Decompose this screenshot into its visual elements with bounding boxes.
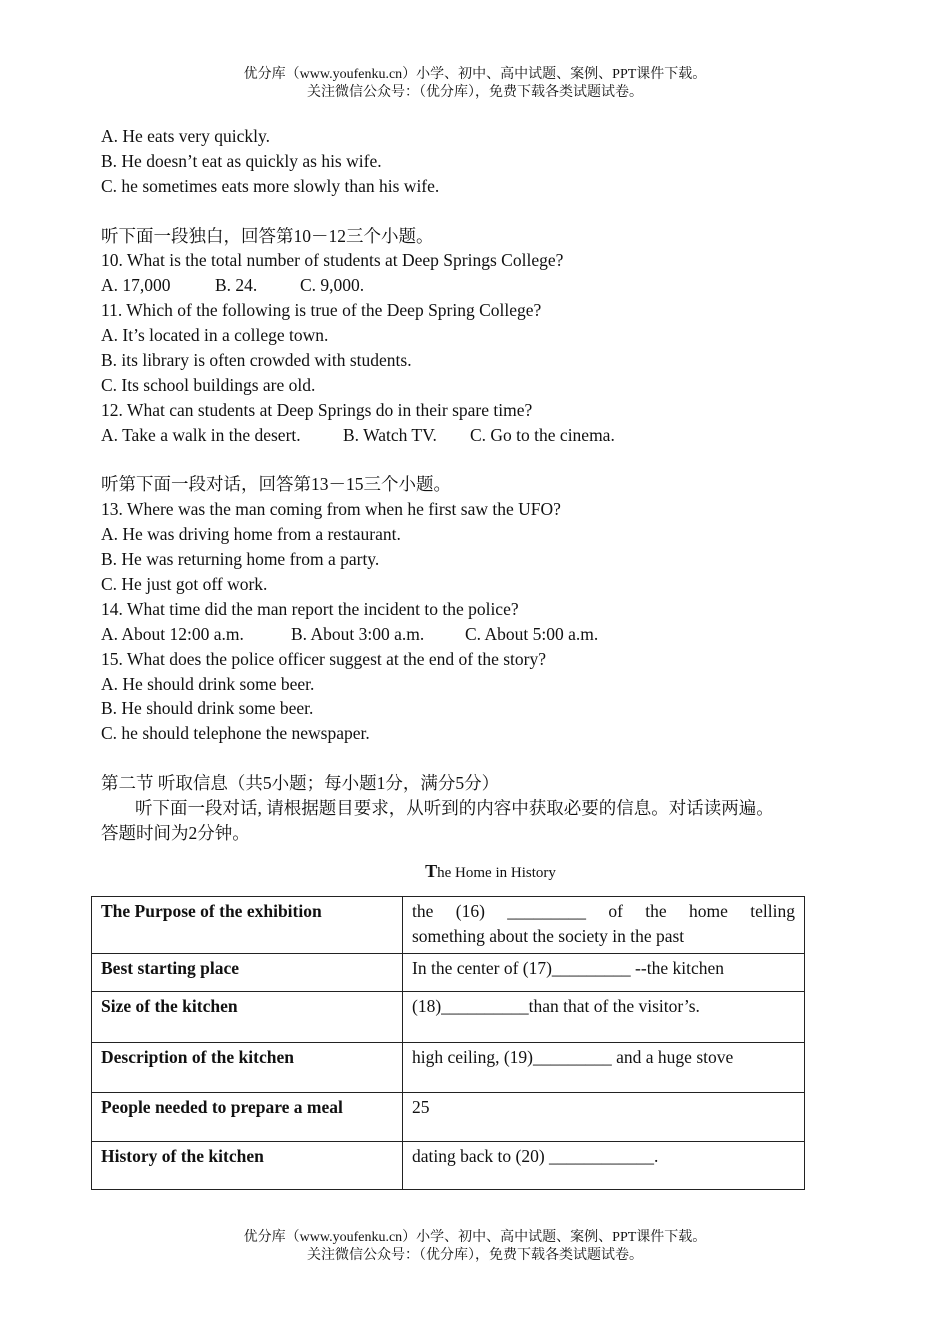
q15-option-c: C. he should telephone the newspaper. xyxy=(101,723,370,744)
row-value: 25 xyxy=(403,1093,805,1142)
table-row xyxy=(92,1142,805,1190)
q14-option-c: C. About 5:00 a.m. xyxy=(465,623,599,644)
q13-option-a: A. He was driving home from a restaurant. xyxy=(101,524,401,545)
header-line-1: 优分库（www.youfenku.cn）小学、初中、高中试题、案例、PPT课件下载。 xyxy=(243,67,707,82)
part2-heading: 第二节 听取信息（共5小题；每小题1分，满分5分） xyxy=(101,773,500,794)
row-value-line-2: something about the society in the past xyxy=(412,926,685,946)
page-footer xyxy=(0,1229,950,1265)
table-title-rest: he Home in History xyxy=(437,864,556,881)
q9-option-b: B. He doesn’t eat as quickly as his wife. xyxy=(101,150,382,171)
section-13-15-intro: 听第下面一段对话，回答第13－15三个小题。 xyxy=(101,474,451,495)
section-10-12-intro: 听下面一段独白，回答第10－12三个小题。 xyxy=(101,225,434,246)
row-key: History of the kitchen xyxy=(92,1142,403,1190)
q12-option-a: A. Take a walk in the desert. xyxy=(101,424,301,445)
question-15: 15. What does the police officer suggest at the end of the story? xyxy=(101,648,546,669)
question-12: 12. What can students at Deep Springs do in their spare time? xyxy=(101,399,533,420)
q11-option-c: C. Its school buildings are old. xyxy=(101,374,316,395)
q13-option-b: B. He was returning home from a party. xyxy=(101,549,380,570)
footer-line-1: 优分库（www.youfenku.cn）小学、初中、高中试题、案例、PPT课件下载。 xyxy=(243,1230,707,1245)
q13-option-c: C. He just got off work. xyxy=(101,574,268,595)
q9-option-a: A. He eats very quickly. xyxy=(101,126,270,146)
row-key: People needed to prepare a meal xyxy=(92,1093,403,1142)
q14-options xyxy=(101,622,846,647)
row-key: Best starting place xyxy=(92,954,403,992)
row-value: In the center of (17)_________ --the kitchen xyxy=(403,954,805,992)
q10-options xyxy=(101,273,846,298)
table-row xyxy=(92,897,805,954)
q10-option-b: B. 24. xyxy=(215,275,258,296)
row-key: Size of the kitchen xyxy=(92,992,403,1043)
q15-option-a: A. He should drink some beer. xyxy=(101,673,315,694)
row-key: The Purpose of the exhibition xyxy=(92,897,403,954)
row-value: (18)__________than that of the visitor’s. xyxy=(403,992,805,1043)
q15-option-b: B. He should drink some beer. xyxy=(101,698,314,719)
part2-instruction-2: 答题时间为2分钟。 xyxy=(101,822,250,843)
table-row xyxy=(92,954,805,992)
q10-option-c: C. 9,000. xyxy=(300,275,365,296)
q14-option-b: B. About 3:00 a.m. xyxy=(291,623,425,644)
q12-options xyxy=(101,423,846,448)
question-13: 13. Where was the man coming from when he first saw the UFO? xyxy=(101,499,561,520)
q12-option-b: B. Watch TV. xyxy=(343,424,437,445)
row-value-line-1: the (16) _________ of the home telling xyxy=(412,901,795,921)
info-table xyxy=(91,896,805,1190)
q11-option-a: A. It’s located in a college town. xyxy=(101,325,329,346)
table-row xyxy=(92,1093,805,1142)
question-10: 10. What is the total number of students at Deep Springs College? xyxy=(101,250,564,271)
table-title xyxy=(101,860,846,884)
q11-option-b: B. its library is often crowded with students. xyxy=(101,350,412,371)
q14-option-a: A. About 12:00 a.m. xyxy=(101,623,244,644)
table-row xyxy=(92,1043,805,1093)
document-body xyxy=(101,124,846,896)
question-11: 11. Which of the following is true of the Deep Spring College? xyxy=(101,300,542,321)
header-line-2: 关注微信公众号：（优分库），免费下载各类试题试卷。 xyxy=(307,85,643,100)
q9-option-c: C. he sometimes eats more slowly than his wife. xyxy=(101,175,440,196)
row-value xyxy=(403,897,805,954)
table-row xyxy=(92,992,805,1043)
question-14: 14. What time did the man report the incident to the police? xyxy=(101,598,519,619)
row-value: high ceiling, (19)_________ and a huge stove xyxy=(403,1043,805,1093)
q12-option-c: C. Go to the cinema. xyxy=(470,424,615,445)
row-value: dating back to (20) ____________. xyxy=(403,1142,805,1190)
part2-instruction-1: 听下面一段对话, 请根据题目要求，从听到的内容中获取必要的信息。对话读两遍。 xyxy=(135,798,774,819)
q10-option-a: A. 17,000 xyxy=(101,275,171,296)
row-key: Description of the kitchen xyxy=(92,1043,403,1093)
table-title-initial: T xyxy=(425,860,438,881)
page-header xyxy=(0,66,950,102)
footer-line-2: 关注微信公众号：（优分库），免费下载各类试题试卷。 xyxy=(307,1248,643,1263)
